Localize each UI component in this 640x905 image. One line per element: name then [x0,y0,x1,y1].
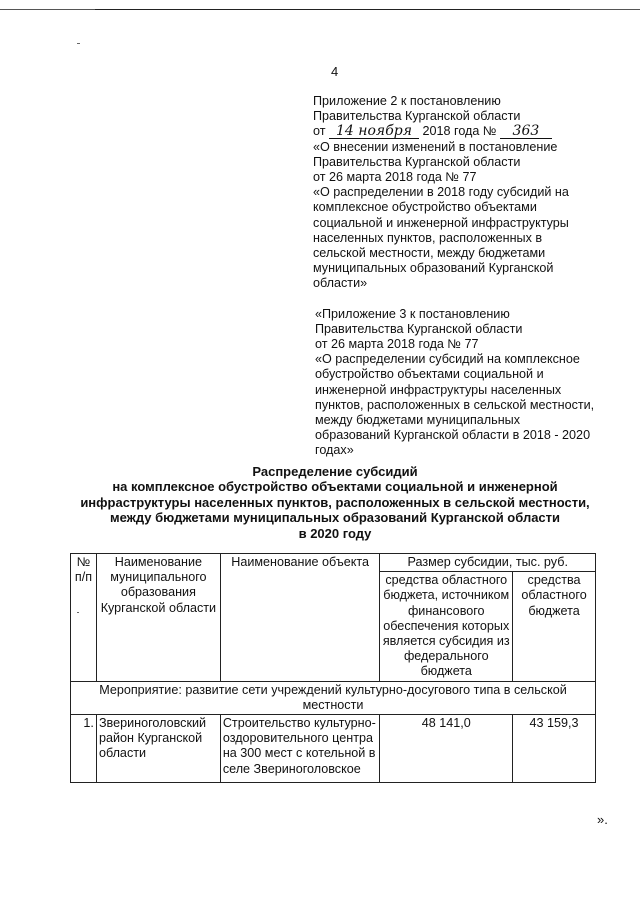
title-line: инфраструктуры населенных пунктов, расположенных в сельской местности, [80,494,590,510]
appendix-line: области» [313,276,368,291]
title-line: на комплексное обустройство объектами социальной и инженерной [112,479,558,495]
date-mid: 2018 года № [422,124,497,139]
appendix-3-block [313,307,613,459]
header-row [71,554,596,572]
appendix-line: «О распределении в 2018 году субсидий на [313,185,569,200]
appendix-line: Приложение 2 к постановлению [313,94,501,108]
section-heading: Мероприятие: развитие сети учреждений культурно-досугового типа в сельской местности [71,681,596,714]
header-subsidy: Размер субсидии, тыс. руб. [380,554,596,572]
closing-quote: ». [597,812,608,827]
appendix-line: Правительства Курганской области [313,154,521,169]
header-object: Наименование объекта [220,554,380,682]
header-municipality: Наименование муниципального образования Курганской области [96,554,220,682]
appendix-3-line: между бюджетами муниципальных [315,413,521,428]
appendix-line: «О внесении изменений в постановление [313,139,558,154]
appendix-3-line: «Приложение 3 к постановлению [315,306,510,321]
appendix-3-line: обустройство объектами социальной и [315,367,544,382]
title-line: между бюджетами муниципальных образований Курганской области [109,510,561,526]
appendix-line: сельской местности, между бюджетами [313,246,546,261]
row-object: Строительство культурно-оздоровительного центра на 300 мест с котельной в селе Звериноголовское [220,715,380,783]
header-regional-funds: средства областного бюджета [513,572,596,681]
header-federal-funds: средства областного бюджета, источником финансового обеспечения которых является субсидия из федерального бюджета [380,572,513,681]
appendix-3-line: пунктов, расположенных в сельской местности, [315,397,595,412]
handwritten-number: 363 [500,125,552,139]
appendix-3-line: Правительства Курганской области [315,321,523,336]
row-num: 1. [71,715,97,783]
subsidy-table [70,553,596,783]
row-regional-funds: 43 159,3 [513,715,596,783]
title-line: в 2020 году [298,525,372,541]
top-edge-line-dark [95,9,570,10]
appendix-3-line: от 26 марта 2018 года № 77 [315,337,479,352]
row-federal-funds: 48 141,0 [380,715,513,783]
row-municipality: Звериноголовский район Курганской области [96,715,220,783]
header-num: № п/п [71,554,97,682]
scan-speck [77,43,80,44]
appendix-line: населенных пунктов, расположенных в [313,230,543,245]
page-number: 4 [331,64,339,79]
handwritten-date: 14 ноября [329,125,419,139]
date-prefix: от [313,124,326,139]
document-title [70,464,600,541]
appendix-line: муниципальных образований Курганской [313,261,554,276]
appendix-3-line: «О распределении субсидий на комплексное [315,352,580,367]
section-row [71,681,596,714]
table-row [71,715,596,783]
title-line: Распределение субсидий [252,464,418,479]
appendix-line: Правительства Курганской области [313,109,521,124]
appendix-line: социальной и инженерной инфраструктуры [313,215,569,230]
appendix-line: комплексное обустройство объектами [313,200,537,215]
appendix-date-line [313,124,613,139]
appendix-3-line: образований Курганской области в 2018 - 2020 [315,428,591,443]
appendix-line: от 26 марта 2018 года № 77 [313,170,477,185]
appendix-3-line: инженерной инфраструктуры населенных [315,382,562,397]
appendix-3-line: годах» [315,443,354,458]
appendix-header [313,94,613,459]
